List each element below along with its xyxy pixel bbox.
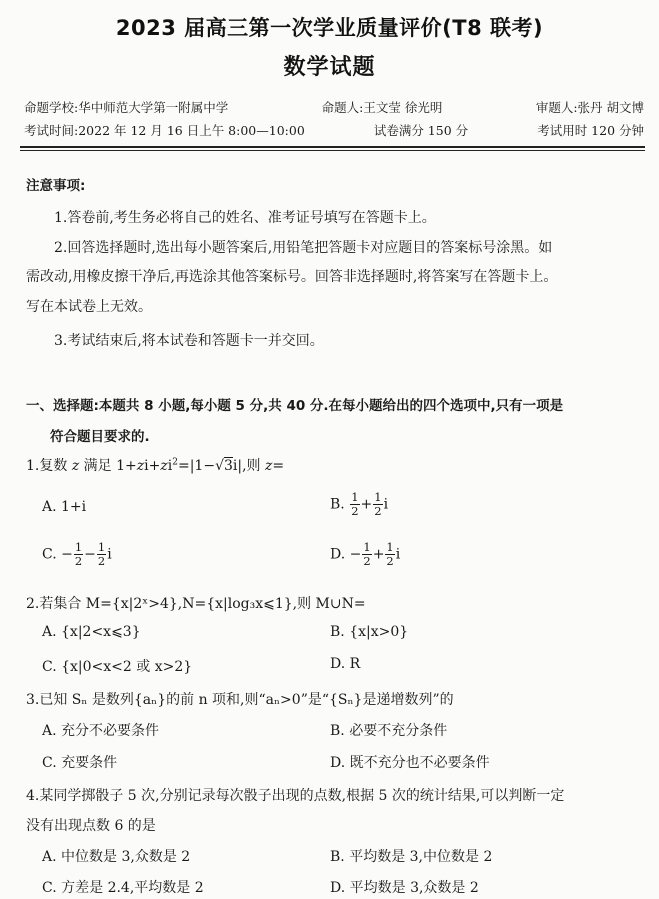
info-setter: 命题人:王文莹 徐光明: [321, 100, 443, 115]
q3-option-d: D. 既不充分也不必要条件: [330, 755, 490, 771]
note-3: 3.考试结束后,将本试卷和答题卡一并交回。: [54, 333, 324, 349]
exam-title: 2023 届高三第一次学业质量评价(T8 联考): [115, 16, 544, 40]
note-2c: 写在本试卷上无效。: [26, 299, 152, 315]
info-time: 考试时间:2022 年 12 月 16 日上午 8:00—10:00: [24, 123, 305, 138]
q4-option-d: D. 平均数是 3,众数是 2: [330, 880, 479, 896]
q4-option-a: A. 中位数是 3,众数是 2: [42, 849, 191, 865]
exam-subtitle: 数学试题: [283, 55, 376, 80]
note-2b: 需改动,用橡皮擦干净后,再选涂其他答案标号。回答非选择题时,将答案写在答题卡上。: [26, 269, 558, 285]
q1-stem: 1.复数 z 满足 $1+zi+zi^2=|1-√3i|$,则 z=: [26, 457, 285, 474]
q3-option-a: A. 充分不必要条件: [42, 723, 160, 739]
info-school: 命题学校:华中师范大学第一附属中学: [24, 100, 229, 115]
info-duration: 考试用时 120 分钟: [537, 123, 644, 138]
q3-option-c: C. 充要条件: [42, 755, 118, 771]
info-row-1: [24, 98, 644, 116]
note-1: 1.答卷前,考生务必将自己的姓名、准考证号填写在答题卡上。: [54, 210, 436, 226]
q2-option-d: D. R: [330, 656, 361, 672]
info-score: 试卷满分 150 分: [373, 123, 469, 138]
q1-option-b: B. $\frac{1}{2}$ + $\frac{1}{2}$ i: [330, 490, 389, 518]
q1-option-a: A. 1+i: [42, 499, 87, 515]
section-1-heading-cont: 符合题目要求的.: [50, 429, 150, 445]
info-reviewer: 审题人:张丹 胡文博: [535, 100, 644, 115]
q1-option-d: D. − $\frac{1}{2}$ + $\frac{1}{2}$ i: [330, 540, 401, 568]
q2-option-c: C. {x|0<x<2 或 x>2}: [42, 659, 193, 675]
q4-stem-2: 没有出现点数 6 的是: [26, 818, 156, 834]
section-1-heading: 一、选择题:本题共 8 小题,每小题 5 分,共 40 分.在每小题给出的四个选项中,只有一项是: [26, 398, 564, 414]
q3-stem: 3.已知 Sₙ 是数列{aₙ}的前 n 项和,则“aₙ>0”是“{Sₙ}是递增数列”的: [26, 692, 454, 708]
q3-option-b: B. 必要不充分条件: [330, 723, 448, 739]
notes-heading: 注意事项:: [26, 178, 86, 194]
q4-option-b: B. 平均数是 3,中位数是 2: [330, 849, 493, 865]
q4-option-c: C. 方差是 2.4,平均数是 2: [42, 880, 204, 896]
q2-option-b: B. {x|x>0}: [330, 624, 409, 640]
header-rule-thin: [20, 150, 645, 151]
q2-stem: 2.若集合 M={x|2ˣ>4},N={x|log₃x⩽1},则 M∪N=: [26, 596, 366, 612]
q1-option-c: C. − $\frac{1}{2}$ − $\frac{1}{2}$ i: [42, 540, 112, 568]
q4-stem-1: 4.某同学掷骰子 5 次,分别记录每次骰子出现的点数,根据 5 次的统计结果,可以判断一定: [26, 788, 565, 804]
q2-option-a: A. {x|2<x⩽3}: [42, 624, 141, 640]
note-2a: 2.回答选择题时,选出每小题答案后,用铅笔把答题卡对应题目的答案标号涂黑。如: [54, 240, 553, 256]
header-rule-thick: [20, 146, 645, 148]
info-row-2: [24, 121, 644, 139]
